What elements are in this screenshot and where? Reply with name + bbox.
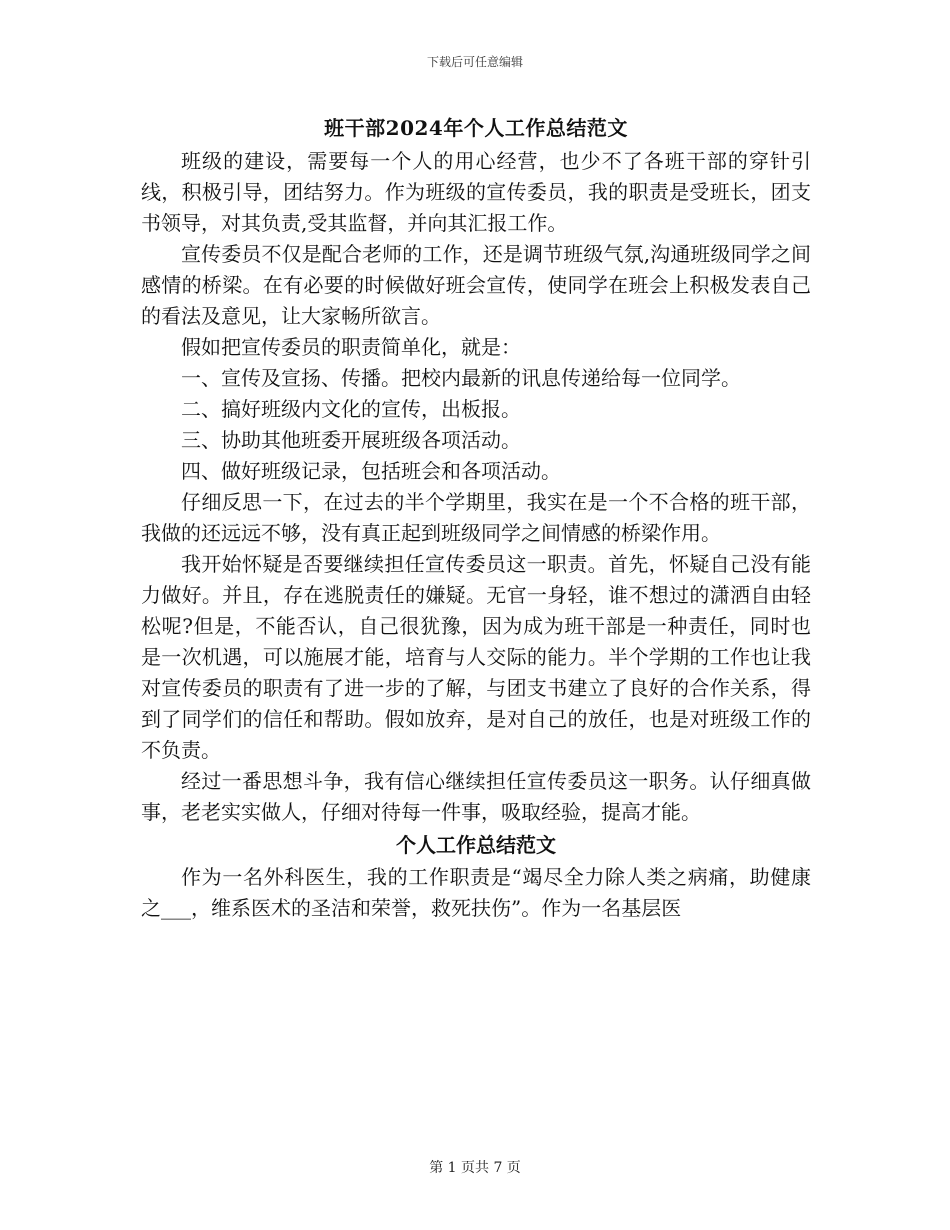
paragraph: 班级的建设，需要每一个人的用心经营，也少不了各班干部的穿针引线，积极引导，团结努力。作为班级的宣传委员，我的职责是受班长，团支书领导，对其负责,受其监督，并向其汇报工作。: [141, 149, 811, 235]
page-header-note: 下载后可任意编辑: [426, 55, 523, 69]
document-body: [141, 112, 811, 924]
page-number: 第 1 页共 7 页: [429, 1160, 521, 1176]
document-title: 班干部2024年个人工作总结范文: [324, 116, 628, 140]
paragraph: 假如把宣传委员的职责简单化，就是：: [181, 335, 521, 359]
paragraph: 作为一名外科医生，我的工作职责是“竭尽全力除人类之病痛，助健康之___，维系医术的圣洁和荣誉，救死扶伤”。作为一名基层医: [141, 865, 811, 920]
list-item: 三、协助其他班委开展班级各项活动。: [181, 428, 521, 452]
paragraph: 经过一番思想斗争，我有信心继续担任宣传委员这一职务。认仔细真做事，老老实实做人，仔细对待每一件事，吸取经验，提高才能。: [141, 769, 811, 824]
list-item: 一、宣传及宣扬、传播。把校内最新的讯息传递给每一位同学。: [181, 366, 741, 390]
section-title: 个人工作总结范文: [396, 833, 556, 857]
paragraph: 我开始怀疑是否要继续担任宣传委员这一职责。首先，怀疑自己没有能力做好。并且，存在逃脱责任的嫌疑。无官一身轻，谁不想过的潇洒自由轻松呢?但是，不能否认，自己很犹豫，因为成为班干部是一种责任，同时也是一次机遇，可以施展才能，培育与人交际的能力。半个学期的工作也让我对宣传委员的职责有了进一步的了解，与团支书建立了良好的合作关系，得到了同学们的信任和帮助。假如放弃，是对自己的放任，也是对班级工作的不负责。: [141, 552, 811, 762]
list-item: 二、搞好班级内文化的宣传，出板报。: [181, 397, 521, 421]
paragraph: 仔细反思一下，在过去的半个学期里，我实在是一个不合格的班干部，我做的还远远不够，没有真正起到班级同学之间情感的桥梁作用。: [141, 490, 811, 545]
paragraph: 宣传委员不仅是配合老师的工作，还是调节班级气氛,沟通班级同学之间感情的桥梁。在有必要的时候做好班会宣传，使同学在班会上积极发表自己的看法及意见，让大家畅所欲言。: [141, 242, 811, 328]
list-item: 四、做好班级记录，包括班会和各项活动。: [181, 459, 561, 483]
